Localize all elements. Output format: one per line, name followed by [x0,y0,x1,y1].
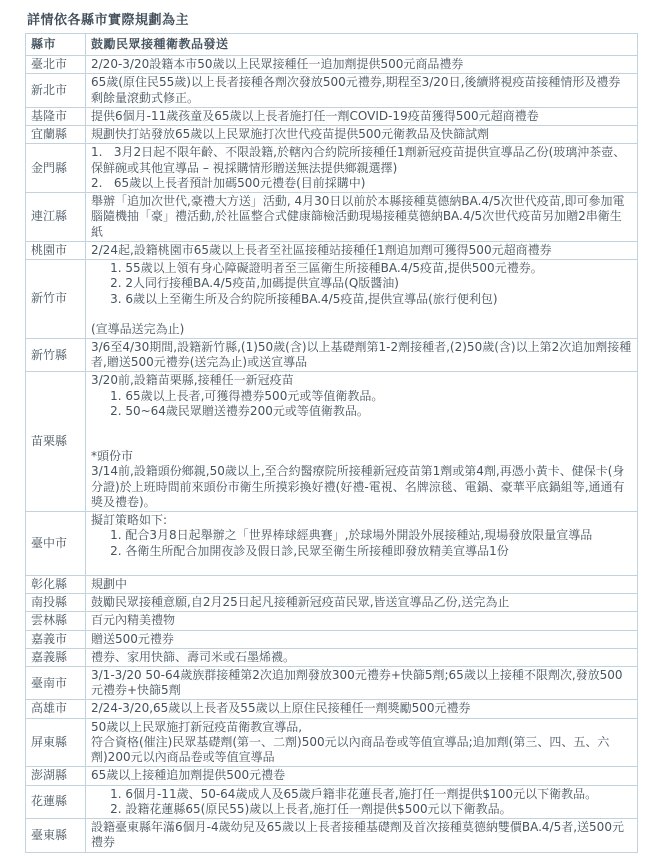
county-incentive-table [25,33,638,853]
county-cell: 雲林縣 [26,612,86,630]
details-line: (宣導品送完為止) [91,321,185,336]
county-cell: 連江縣 [26,193,86,242]
details-cell [86,666,638,699]
details-line: 2. 各衛生所配合加開夜診及假日診,民眾至衛生所接種即發放精美宣導品1份 [91,543,509,558]
details-line: 3/20前,設籍苗栗縣,接種任一新冠疫苗 [91,373,294,388]
table-row [26,126,638,144]
header-row [26,34,638,56]
details-cell [86,56,638,74]
table-row [26,648,638,666]
details-cell [86,612,638,630]
details-line [91,419,632,434]
county-cell: 臺北市 [26,56,86,74]
table-row [26,575,638,593]
details-line: 2. 2人同行接種BA.4/5疫苗,加碼提供宣導品(Q版醬油) [91,276,399,291]
details-line: 1. 65歲以上長者,可獲得禮券500元或等值衛教品。 [91,388,384,403]
details-line [91,307,632,322]
table-row [26,144,638,193]
table-row [26,241,638,259]
table-row [26,372,638,512]
details-line: 3. 6歲以上至衛生所及合約院所接種BA.4/5疫苗,提供宣導品(旅行便利包) [91,291,498,306]
details-cell [86,126,638,144]
details-cell [86,338,638,371]
table-row [26,718,638,767]
county-table-body [26,56,638,852]
details-cell [86,767,638,785]
county-cell: 屏東縣 [26,718,86,767]
county-cell: 花蓮縣 [26,785,86,818]
details-cell [86,594,638,612]
details-line [91,559,632,574]
county-cell: 基隆市 [26,107,86,125]
details-cell [86,74,638,107]
document-content [25,7,638,853]
county-cell: 桃園市 [26,241,86,259]
details-cell [86,630,638,648]
county-cell: 嘉義市 [26,630,86,648]
details-line: 鼓勵民眾接種意願,自2月25日起凡接種新冠疫苗民眾,皆送宣導品乙份,送完為止 [91,595,510,610]
details-cell [86,785,638,818]
details-line: 2. 65歲以上長者預計加碼500元禮卷(目前採購中) [91,175,366,190]
table-row [26,785,638,818]
details-line: 規劃中 [91,576,128,591]
table-row [26,630,638,648]
details-cell [86,144,638,193]
details-cell [86,512,638,576]
header-cell-county: 縣市 [26,34,86,56]
county-cell: 高雄市 [26,700,86,718]
details-cell [86,718,638,767]
county-cell: 臺中市 [26,512,86,576]
table-header [26,34,638,56]
details-line: 50歲以上民眾施打新冠疫苗衛教宣導品, [91,719,303,734]
details-line: 1. 55歲以上領有身心障礙證明者至三區衛生所接種BA.4/5疫苗,提供500元禮券。 [91,261,543,276]
table-row [26,612,638,630]
table-row [26,700,638,718]
details-line: 2/24-3/20,65歲以上長者及55歲以上原住民接種任一劑獎勵500元禮券 [91,701,471,716]
county-cell: 新竹縣 [26,338,86,371]
details-line: 舉辦「追加次世代,豪禮大方送」活動, 4月30日以前於本縣接種莫德納BA.4/5次世代疫苗,即可參加電腦隨機抽「豪」禮活動,於社區整合式健康篩檢活動現場接種莫德納BA.4/5次世代疫苗另加贈2串衛生紙 [91,194,625,239]
table-row [26,56,638,74]
details-cell [86,819,638,852]
details-line: 提供6個月-11歲孩童及65歲以上長者施打任一劑COVID-19疫苗獲得500元超商禮卷 [91,108,539,123]
details-line: 2/24起,設籍桃園市65歲以上長者至社區接種站接種任1劑追加劑可獲得500元超商禮券 [91,242,552,257]
page-title: 詳情依各縣市實際規劃為主 [27,13,190,28]
county-cell: 澎湖縣 [26,767,86,785]
county-cell: 新北市 [26,74,86,107]
table-row [26,512,638,576]
details-cell [86,372,638,512]
table-row [26,338,638,371]
details-line: 符合資格(催注)民眾基礎劑(第一、二劑)500元以內商品卷或等值宣導品;追加劑(第三、四、五、六劑)200元以內商品卷或等值宣導品 [91,734,610,765]
county-cell: 苗栗縣 [26,372,86,512]
county-cell: 宜蘭縣 [26,126,86,144]
table-row [26,193,638,242]
header-cell-details: 鼓勵民眾接種衛教品發送 [86,34,638,56]
details-cell [86,648,638,666]
details-line: *頭份市 [91,449,134,464]
county-cell: 新竹市 [26,260,86,339]
table-row [26,666,638,699]
details-line: 設籍臺東縣年滿6個月-4歲幼兒及65歲以上長者接種基礎劑及首次接種莫德納雙價BA.4/5者,送500元禮券 [91,820,624,850]
county-cell: 嘉義縣 [26,648,86,666]
details-line: 3/1-3/20 50-64歲族群接種第2次追加劑發放300元禮券+快篩5劑;65歲以上接種不限劑次,發放500元禮券+快篩5劑 [91,667,623,698]
details-line: 規劃快打站發放65歲以上民眾施打次世代疫苗提供500元衛教品及快篩試劑 [91,127,490,142]
details-line: 禮券、家用快篩、壽司米或石墨烯襪。 [91,649,296,664]
details-cell [86,241,638,259]
county-cell: 金門縣 [26,144,86,193]
details-cell [86,193,638,242]
county-cell: 彰化縣 [26,575,86,593]
details-line [91,434,632,449]
county-cell: 南投縣 [26,594,86,612]
county-cell: 臺南市 [26,666,86,699]
details-line: 2/20-3/20設籍本市50歲以上民眾接種任一追加劑提供500元商品禮券 [91,57,464,72]
details-line: 擬訂策略如下: [91,513,168,528]
details-line: 贈送500元禮券 [91,631,174,646]
details-cell [86,107,638,125]
table-row [26,594,638,612]
details-cell [86,260,638,339]
details-line: 1. 配合3月8日起舉辦之「世界棒球經典賽」,於球場外開設外展接種站,現場發放限量宣導品 [91,528,593,543]
table-row [26,819,638,852]
details-line: 1. 6個月-11歲、50-64歲成人及65歲戶籍非花蓮長者,施打任一劑提供$100元以下衛教品。 [91,786,598,801]
details-line: 百元內精美禮物 [91,613,176,628]
table-row [26,260,638,339]
table-row [26,767,638,785]
county-cell: 臺東縣 [26,819,86,852]
table-row [26,74,638,107]
details-line: 3/14前,設籍頭份鄉親,50歲以上,至合約醫療院所接種新冠疫苗第1劑或第4劑,再憑小黃卡、健保卡(身分證)於上班時間前來頭份市衛生所摸彩換好禮(好禮-電視、名牌涼毯、電鍋、豪華平底鍋組等,通通有獎及禮卷)。 [91,464,625,509]
details-line: 65歲(原住民55歲)以上長者接種各劑次發放500元禮券,期程至3/20日,後續將視疫苗接種情形及禮券剩餘量滾動式修正。 [91,75,621,105]
table-row [26,107,638,125]
details-cell [86,700,638,718]
details-cell [86,575,638,593]
details-line: 65歲以上接種追加劑提供500元禮卷 [91,768,286,783]
details-line: 3/6至4/30期間,設籍新竹縣,(1)50歲(含)以上基礎劑第1-2劑接種者,(2)50歲(含)以上第2次追加劑接種者,贈送500元禮券(送完為止)或送宣導品 [91,339,632,370]
details-line: 2. 50~64歲民眾贈送禮券200元或等值衛教品。 [91,403,369,418]
details-line: 2. 設籍花蓮縣65(原民55)歲以上長者,施打任一劑提供$500元以下衛教品。 [91,801,512,816]
details-line: 1. 3月2日起不限年齡、不限設籍,於轄內合約院所接種任1劑新冠疫苗提供宣導品乙份(玻璃沖茶壺、保鮮碗或其他宣導品 – 視採購情形贈送無法提供鄉親選擇) [91,145,626,175]
